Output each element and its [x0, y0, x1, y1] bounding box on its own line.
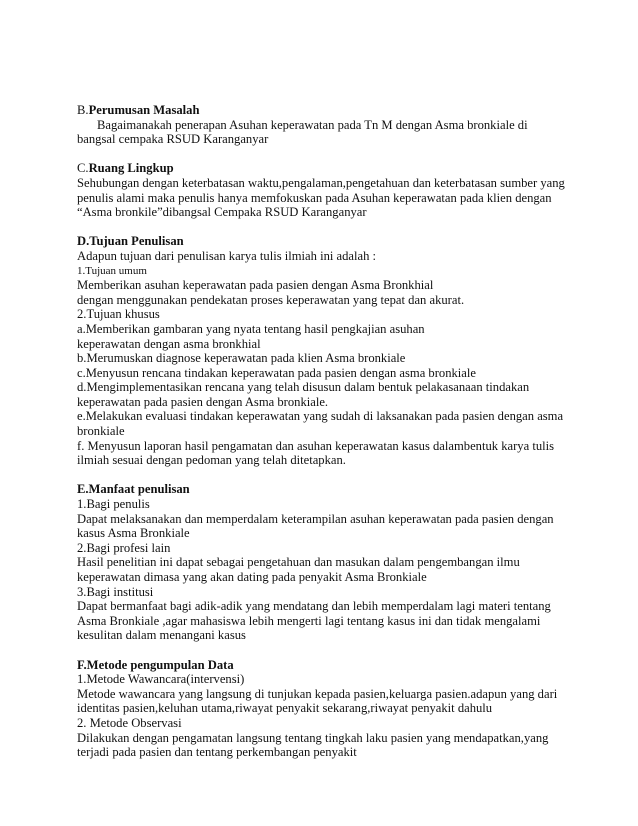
heading-title: Perumusan Masalah [88, 103, 200, 117]
heading-prefix: C. [77, 161, 89, 176]
paragraph-line: 3.Bagi institusi [77, 584, 154, 599]
paragraph-line: Dapat bermanfaat bagi adik-adik yang mendatang dan lebih memperdalam lagi materi tentang [77, 599, 551, 614]
paragraph-line: keperawatan dimasa yang akan dating pada penyakit Asma Bronkiale [77, 570, 427, 584]
section-heading: E.Manfaat penulisan [77, 482, 190, 497]
paragraph-line: e.Melakukan evaluasi tindakan keperawatan yang sudah di laksanakan pada pasien dengan asma [77, 409, 564, 424]
paragraph-line: penulis alami maka penulis hanya memfokuskan pada Asuhan keperawatan pada klien dengan [77, 190, 552, 205]
heading-prefix: B. [77, 103, 89, 117]
section-metode-pengumpulan-data [77, 658, 561, 760]
paragraph-line: a.Memberikan gambaran yang nyata tentang hasil pengkajian asuhan [77, 321, 425, 336]
paragraph-line: Memberikan asuhan keperawatan pada pasien dengan Asma Bronkhial [77, 278, 434, 293]
paragraph-line: identitas pasien,keluhan utama,riwayat penyakit sekarang,riwayat penyakit dahulu [77, 701, 493, 716]
paragraph-line: d.Mengimplementasikan rencana yang telah disusun dalam bentuk pelakasanaan tindakan [77, 380, 530, 395]
paragraph-line: Adapun tujuan dari penulisan karya tulis ilmiah ini adalah : [77, 248, 377, 263]
paragraph-line: kasus Asma Bronkiale [77, 526, 190, 541]
paragraph-line: Sehubungan dengan keterbatasan waktu,pengalaman,pengetahuan dan keterbatasan sumber yang [77, 175, 565, 190]
paragraph-line: 2.Tujuan khusus [77, 307, 160, 322]
paragraph-line: bangsal cempaka RSUD Karanganyar [77, 132, 269, 147]
paragraph-line: dengan menggunakan pendekatan proses keperawatan yang tepat dan akurat. [77, 292, 465, 307]
paragraph-line: bronkiale [77, 424, 125, 439]
paragraph-line: Bagaimanakah penerapan Asuhan keperawatan pada Tn M dengan Asma bronkiale di [97, 117, 528, 132]
paragraph-line: “Asma bronkile”dibangsal Cempaka RSUD Karanganyar [77, 205, 367, 220]
paragraph-line: kesulitan dalam menangani kasus [77, 628, 246, 643]
document-page [77, 103, 565, 760]
paragraph-line: Hasil penelitian ini dapat sebagai pengetahuan dan masukan dalam pengembangan ilmu [77, 555, 520, 570]
paragraph-line: 1.Tujuan umum [77, 264, 147, 277]
heading-title: Ruang Lingkup [88, 161, 174, 176]
section-perumusan-masalah [77, 103, 561, 147]
paragraph-line: b.Merumuskan diagnose keperawatan pada klien Asma bronkiale [77, 351, 406, 366]
paragraph-line: Dilakukan dengan pengamatan langsung tentang tingkah laku pasien yang mendapatkan,yang [77, 730, 549, 745]
paragraph-line: Metode wawancara yang langsung di tunjukan kepada pasien,keluarga pasien.adapun yang dari [77, 686, 558, 701]
paragraph-line: f. Menyusun laporan hasil pengamatan dan asuhan keperawatan kasus dalambentuk karya tulis [77, 438, 555, 453]
section-manfaat-penulisan [77, 482, 561, 643]
section-heading: F.Metode pengumpulan Data [77, 657, 234, 672]
section-heading [77, 103, 561, 118]
section-tujuan-penulisan [77, 234, 564, 468]
paragraph-line: keperawatan pada pasien dengan Asma bronkiale. [77, 394, 329, 409]
paragraph-line: 1.Metode Wawancara(intervensi) [77, 672, 245, 687]
paragraph-line: Asma Bronkiale ,agar mahasiswa lebih mengerti lagi tentang kasus ini dan tidak mengalami [77, 613, 541, 628]
section-heading: D.Tujuan Penulisan [77, 234, 184, 249]
paragraph-line: c.Menyusun rencana tindakan keperawatan pada pasien dengan asma bronkiale [77, 365, 476, 380]
paragraph-line: 1.Bagi penulis [77, 497, 150, 512]
paragraph-line: terjadi pada pasien dan tentang perkembangan penyakit [77, 745, 357, 760]
section-heading [77, 161, 561, 176]
paragraph-line: 2.Bagi profesi lain [77, 540, 171, 555]
paragraph-line: 2. Metode Observasi [77, 715, 182, 730]
paragraph-line: keperawatan dengan asma bronkhial [77, 336, 261, 351]
paragraph-line: Dapat melaksanakan dan memperdalam keterampilan asuhan keperawatan pada pasien dengan [77, 511, 554, 526]
section-ruang-lingkup [77, 161, 565, 220]
paragraph-line: ilmiah sesuai dengan pedoman yang telah ditetapkan. [77, 453, 346, 468]
